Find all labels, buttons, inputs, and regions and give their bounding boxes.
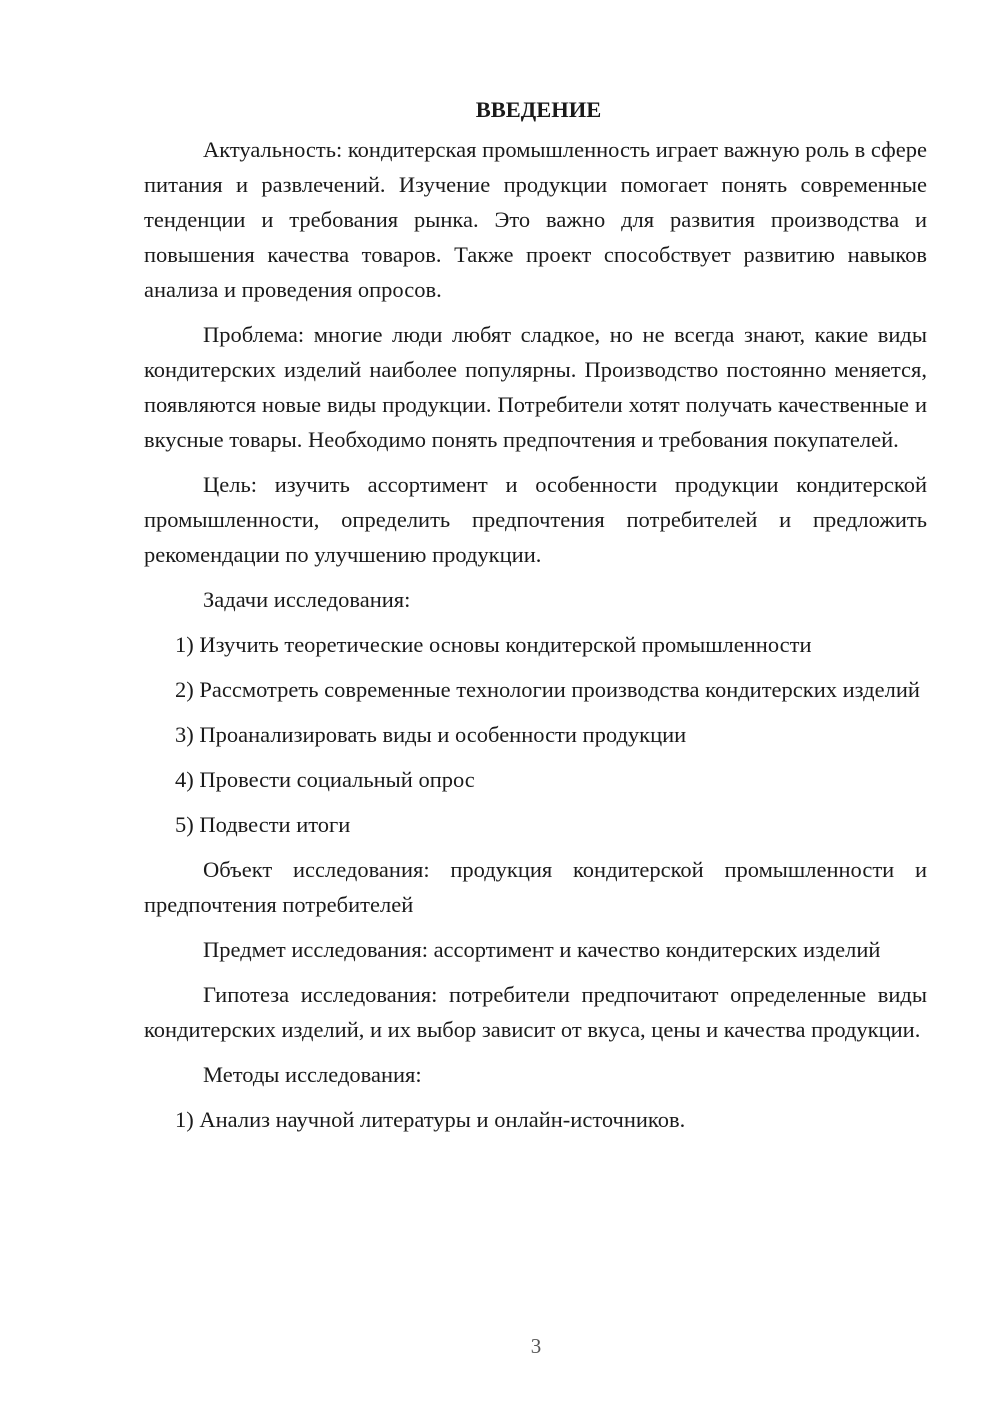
task-item: 5) Подвести итоги: [175, 812, 351, 837]
object-paragraph: Объект исследования: продукция кондитерской промышленности и предпочтения потребителей: [144, 857, 927, 917]
hypothesis-paragraph: Гипотеза исследования: потребители предпочитают определенные виды кондитерских изделий, и их выбор зависит от вкуса, цены и качества продукции.: [144, 982, 927, 1042]
page-number: 3: [530, 1334, 542, 1358]
section-heading: ВВЕДЕНИЕ: [475, 97, 602, 122]
document-body: [144, 92, 927, 1147]
task-item: 3) Проанализировать виды и особенности продукции: [175, 722, 687, 747]
relevance-paragraph: Актуальность: кондитерская промышленность играет важную роль в сфере питания и развлечений. Изучение продукции помогает понять современные тенденции и требования рынка. Это важно для развития производства и повышения качества товаров. Также проект способствует развитию навыков анализа и проведения опросов.: [144, 137, 927, 302]
task-item: 4) Провести социальный опрос: [175, 767, 475, 792]
methods-title: Методы исследования:: [203, 1062, 422, 1087]
tasks-title: Задачи исследования:: [203, 587, 411, 612]
goal-paragraph: Цель: изучить ассортимент и особенности продукции кондитерской промышленности, определить предпочтения потребителей и предложить рекомендации по улучшению продукции.: [144, 472, 927, 567]
task-item: 2) Рассмотреть современные технологии производства кондитерских изделий: [175, 677, 920, 702]
problem-paragraph: Проблема: многие люди любят сладкое, но не всегда знают, какие виды кондитерских изделий наиболее популярны. Производство постоянно меняется, появляются новые виды продукции. Потребители хотят получать качественные и вкусные товары. Необходимо понять предпочтения и требования покупателей.: [144, 322, 927, 452]
task-item: 1) Изучить теоретические основы кондитерской промышленности: [175, 632, 812, 657]
subject-paragraph: Предмет исследования: ассортимент и качество кондитерских изделий: [203, 937, 881, 962]
method-item: 1) Анализ научной литературы и онлайн-источников.: [175, 1107, 686, 1132]
